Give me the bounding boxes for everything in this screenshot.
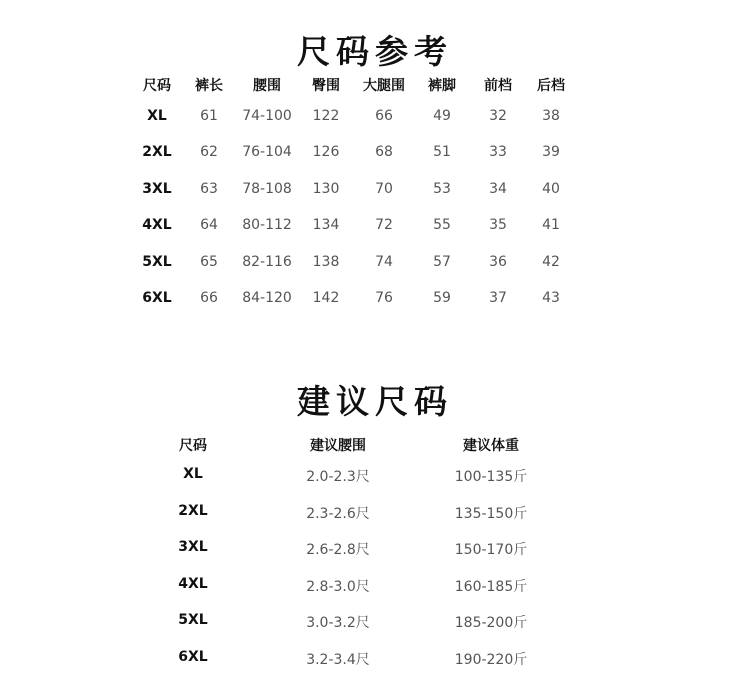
recommended-size-value-cell: 185-200斤	[454, 615, 528, 631]
size-reference-header-cell: 前档	[484, 78, 512, 94]
recommended-size-value-cell: 2.3-2.6尺	[306, 506, 370, 522]
size-reference-value-cell: 39	[542, 144, 560, 160]
size-reference-value-cell: 53	[433, 181, 451, 197]
size-reference-value-cell: 41	[542, 217, 560, 233]
size-reference-header-cell: 尺码	[143, 78, 171, 94]
recommended-size-size-cell: 2XL	[178, 503, 208, 519]
recommended-size-value-cell: 100-135斤	[454, 469, 528, 485]
size-reference-value-cell: 38	[542, 108, 560, 124]
size-reference-size-cell: XL	[147, 108, 167, 124]
recommended-size-value-cell: 2.6-2.8尺	[306, 542, 370, 558]
size-reference-value-cell: 40	[542, 181, 560, 197]
size-reference-size-cell: 6XL	[142, 290, 172, 306]
size-reference-size-cell: 2XL	[142, 144, 172, 160]
size-reference-value-cell: 62	[200, 144, 218, 160]
size-reference-value-cell: 130	[312, 181, 340, 197]
size-reference-value-cell: 32	[489, 108, 507, 124]
size-reference-value-cell: 42	[542, 254, 560, 270]
size-reference-header-cell: 臀围	[312, 78, 340, 94]
recommended-size-value-cell: 135-150斤	[454, 506, 528, 522]
recommended-size-value-cell: 2.0-2.3尺	[306, 469, 370, 485]
size-reference-value-cell: 65	[200, 254, 218, 270]
recommended-size-header-cell: 尺码	[179, 438, 207, 454]
size-reference-value-cell: 66	[375, 108, 393, 124]
size-reference-value-cell: 138	[312, 254, 340, 270]
recommended-size-value-cell: 3.0-3.2尺	[306, 615, 370, 631]
size-reference-header-cell: 裤脚	[428, 78, 456, 94]
size-reference-value-cell: 84-120	[242, 290, 292, 306]
recommended-size-size-cell: XL	[183, 466, 203, 482]
recommended-size-size-cell: 6XL	[178, 649, 208, 665]
size-reference-value-cell: 35	[489, 217, 507, 233]
recommended-size-header-cell: 建议体重	[463, 438, 519, 454]
recommended-size-value-cell: 150-170斤	[454, 542, 528, 558]
size-reference-size-cell: 5XL	[142, 254, 172, 270]
size-reference-value-cell: 126	[312, 144, 340, 160]
recommended-size-value-cell: 160-185斤	[454, 579, 528, 595]
size-reference-value-cell: 61	[200, 108, 218, 124]
size-reference-value-cell: 70	[375, 181, 393, 197]
size-reference-value-cell: 134	[312, 217, 340, 233]
size-reference-size-cell: 3XL	[142, 181, 172, 197]
size-reference-value-cell: 72	[375, 217, 393, 233]
size-reference-value-cell: 63	[200, 181, 218, 197]
size-reference-value-cell: 122	[312, 108, 340, 124]
size-reference-value-cell: 76	[375, 290, 393, 306]
size-reference-value-cell: 57	[433, 254, 451, 270]
size-reference-value-cell: 49	[433, 108, 451, 124]
size-reference-value-cell: 74-100	[242, 108, 292, 124]
size-reference-value-cell: 66	[200, 290, 218, 306]
recommended-size-value-cell: 3.2-3.4尺	[306, 652, 370, 668]
size-reference-value-cell: 51	[433, 144, 451, 160]
size-reference-value-cell: 34	[489, 181, 507, 197]
size-reference-value-cell: 43	[542, 290, 560, 306]
recommended-size-size-cell: 5XL	[178, 612, 208, 628]
size-reference-header-cell: 后档	[537, 78, 565, 94]
size-reference-value-cell: 80-112	[242, 217, 292, 233]
size-reference-value-cell: 82-116	[242, 254, 292, 270]
recommended-size-value-cell: 2.8-3.0尺	[306, 579, 370, 595]
recommended-size-size-cell: 4XL	[178, 576, 208, 592]
size-reference-value-cell: 68	[375, 144, 393, 160]
recommended-size-header-cell: 建议腰围	[310, 438, 366, 454]
size-reference-value-cell: 142	[312, 290, 340, 306]
size-reference-header-cell: 裤长	[195, 78, 223, 94]
size-reference-value-cell: 55	[433, 217, 451, 233]
size-reference-value-cell: 76-104	[242, 144, 292, 160]
size-reference-value-cell: 59	[433, 290, 451, 306]
size-reference-title: 尺码参考	[297, 32, 453, 71]
size-reference-header-cell: 腰围	[253, 78, 281, 94]
size-reference-size-cell: 4XL	[142, 217, 172, 233]
size-reference-value-cell: 36	[489, 254, 507, 270]
size-reference-value-cell: 33	[489, 144, 507, 160]
recommended-size-size-cell: 3XL	[178, 539, 208, 555]
size-reference-value-cell: 64	[200, 217, 218, 233]
recommended-size-title: 建议尺码	[297, 382, 453, 421]
size-reference-value-cell: 74	[375, 254, 393, 270]
recommended-size-value-cell: 190-220斤	[454, 652, 528, 668]
size-reference-header-cell: 大腿围	[363, 78, 405, 94]
size-reference-value-cell: 78-108	[242, 181, 292, 197]
size-reference-value-cell: 37	[489, 290, 507, 306]
